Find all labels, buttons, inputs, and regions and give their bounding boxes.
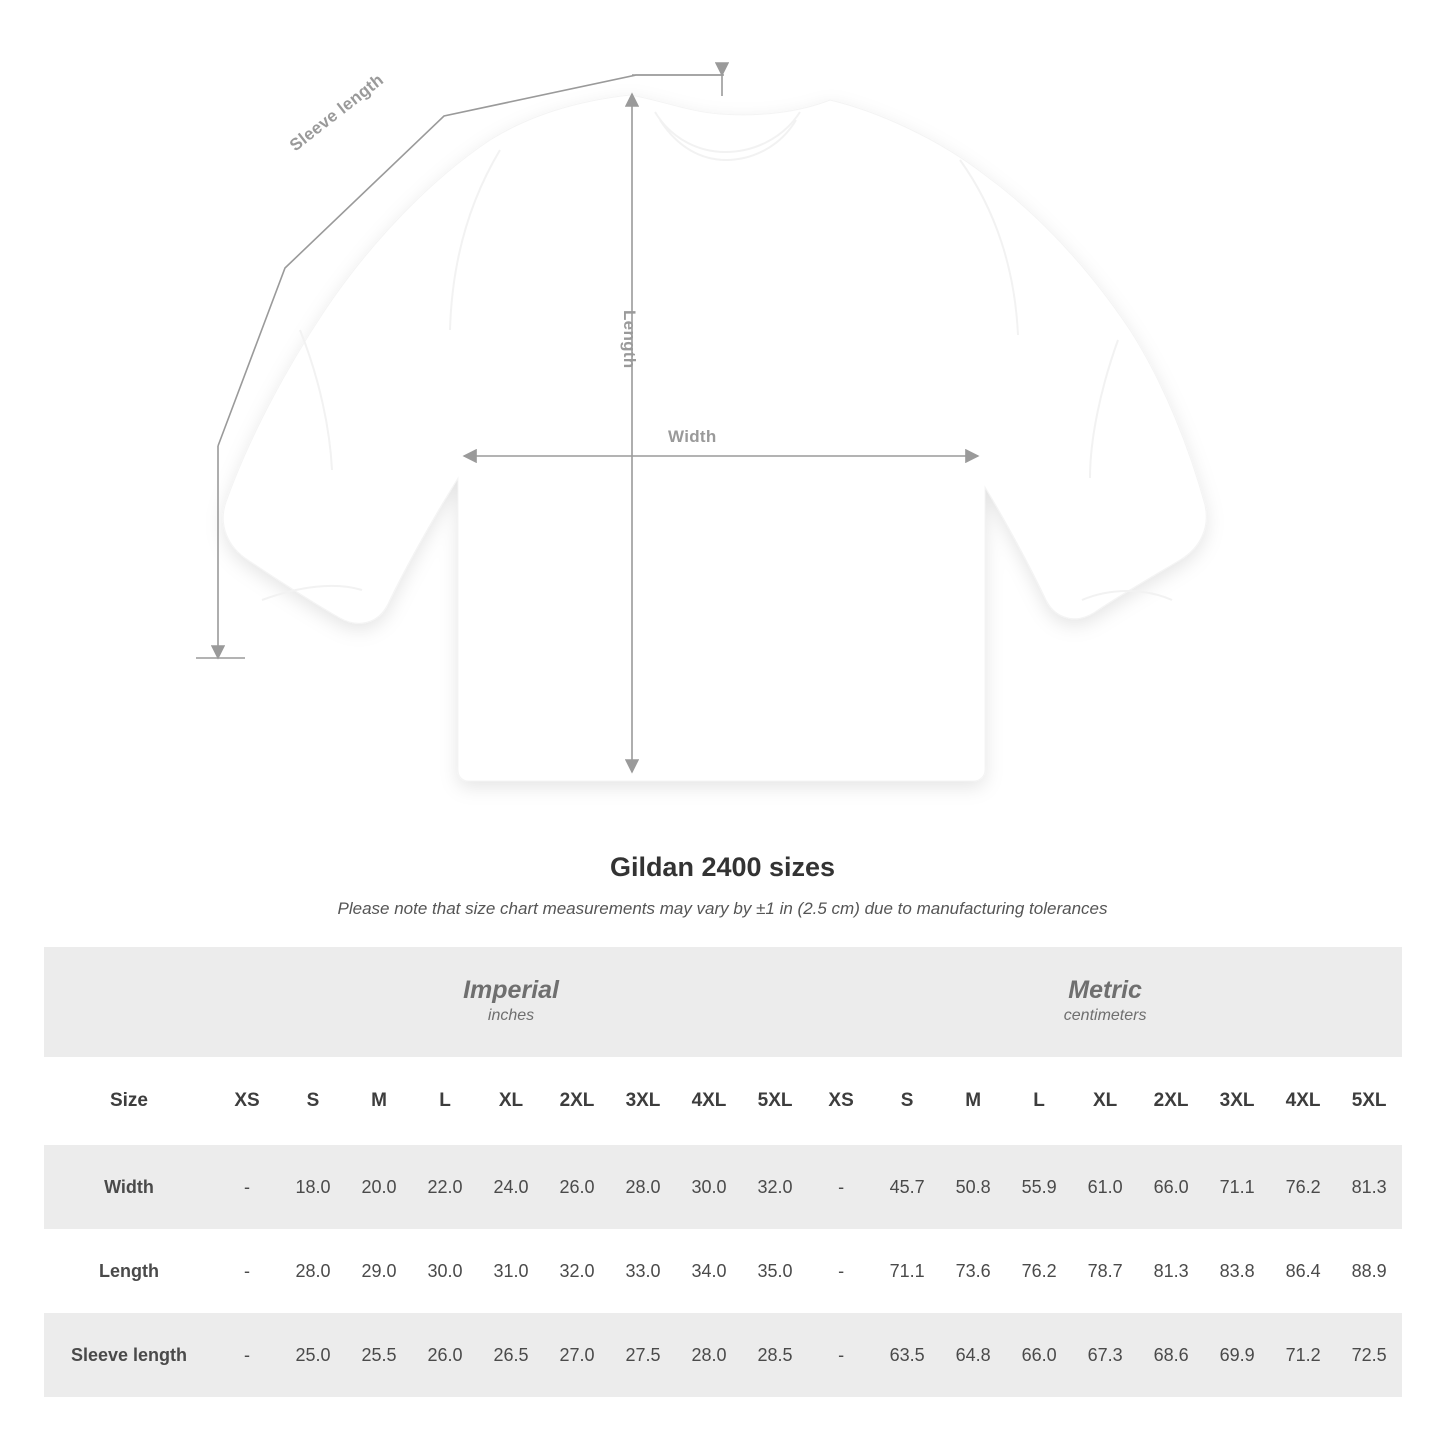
col-header-met-2xl: 2XL <box>1138 1057 1204 1145</box>
cell-length-met-s: 71.1 <box>874 1229 940 1313</box>
size-table <box>44 947 1402 1397</box>
col-header-met-l: L <box>1006 1057 1072 1145</box>
cell-sleeve-met-s: 63.5 <box>874 1313 940 1397</box>
col-header-imp-2xl: 2XL <box>544 1057 610 1145</box>
width-label: Width <box>668 427 717 446</box>
length-label: Length <box>620 310 639 369</box>
cell-width-met-4xl: 76.2 <box>1270 1145 1336 1229</box>
cell-length-met-xl: 78.7 <box>1072 1229 1138 1313</box>
cell-sleeve-imp-xs: - <box>214 1313 280 1397</box>
cell-width-imp-l: 22.0 <box>412 1145 478 1229</box>
cell-length-imp-3xl: 33.0 <box>610 1229 676 1313</box>
cell-length-imp-4xl: 34.0 <box>676 1229 742 1313</box>
col-header-met-3xl: 3XL <box>1204 1057 1270 1145</box>
col-header-imp-xs: XS <box>214 1057 280 1145</box>
cell-length-imp-l: 30.0 <box>412 1229 478 1313</box>
imperial-name: Imperial <box>463 975 559 1004</box>
col-header-met-m: M <box>940 1057 1006 1145</box>
cell-width-met-s: 45.7 <box>874 1145 940 1229</box>
cell-width-imp-xs: - <box>214 1145 280 1229</box>
cell-width-imp-xl: 24.0 <box>478 1145 544 1229</box>
cell-width-met-l: 55.9 <box>1006 1145 1072 1229</box>
cell-width-imp-m: 20.0 <box>346 1145 412 1229</box>
col-header-met-5xl: 5XL <box>1336 1057 1402 1145</box>
imperial-sub: inches <box>487 1007 535 1025</box>
cell-length-imp-xl: 31.0 <box>478 1229 544 1313</box>
col-header-imp-s: S <box>280 1057 346 1145</box>
col-header-imp-l: L <box>412 1057 478 1145</box>
cell-length-met-xs: - <box>808 1229 874 1313</box>
cell-length-imp-s: 28.0 <box>280 1229 346 1313</box>
cell-width-met-3xl: 71.1 <box>1204 1145 1270 1229</box>
cell-width-met-5xl: 81.3 <box>1336 1145 1402 1229</box>
col-header-imp-4xl: 4XL <box>676 1057 742 1145</box>
col-header-imp-3xl: 3XL <box>610 1057 676 1145</box>
cell-width-imp-5xl: 32.0 <box>742 1145 808 1229</box>
cell-width-met-xl: 61.0 <box>1072 1145 1138 1229</box>
row-label-length: Length <box>44 1229 214 1313</box>
cell-length-imp-5xl: 35.0 <box>742 1229 808 1313</box>
cell-width-imp-2xl: 26.0 <box>544 1145 610 1229</box>
cell-sleeve-imp-s: 25.0 <box>280 1313 346 1397</box>
cell-sleeve-imp-xl: 26.5 <box>478 1313 544 1397</box>
cell-sleeve-imp-3xl: 27.5 <box>610 1313 676 1397</box>
cell-length-met-4xl: 86.4 <box>1270 1229 1336 1313</box>
row-label-sleeve-length: Sleeve length <box>44 1313 214 1397</box>
table-row <box>44 1145 1402 1229</box>
cell-sleeve-met-5xl: 72.5 <box>1336 1313 1402 1397</box>
cell-width-met-m: 50.8 <box>940 1145 1006 1229</box>
col-header-met-4xl: 4XL <box>1270 1057 1336 1145</box>
cell-width-met-2xl: 66.0 <box>1138 1145 1204 1229</box>
cell-length-imp-m: 29.0 <box>346 1229 412 1313</box>
cell-sleeve-met-3xl: 69.9 <box>1204 1313 1270 1397</box>
cell-length-imp-xs: - <box>214 1229 280 1313</box>
cell-width-met-xs: - <box>808 1145 874 1229</box>
cell-length-met-5xl: 88.9 <box>1336 1229 1402 1313</box>
table-row <box>44 1313 1402 1397</box>
col-header-imp-5xl: 5XL <box>742 1057 808 1145</box>
sleeve-length-label: Sleeve length <box>286 70 388 155</box>
cell-sleeve-imp-m: 25.5 <box>346 1313 412 1397</box>
size-header-label: Size <box>44 1057 214 1145</box>
cell-length-met-l: 76.2 <box>1006 1229 1072 1313</box>
size-table-wrapper <box>44 947 1401 1397</box>
table-row <box>44 1229 1402 1313</box>
unit-header-imperial <box>214 947 808 1057</box>
cell-length-imp-2xl: 32.0 <box>544 1229 610 1313</box>
cell-width-imp-4xl: 30.0 <box>676 1145 742 1229</box>
metric-name: Metric <box>1068 975 1142 1004</box>
cell-length-met-m: 73.6 <box>940 1229 1006 1313</box>
page-title: Gildan 2400 sizes <box>609 852 836 882</box>
size-header-row <box>44 1057 1402 1145</box>
metric-sub: centimeters <box>1063 1007 1147 1025</box>
cell-sleeve-met-2xl: 68.6 <box>1138 1313 1204 1397</box>
unit-header-row <box>44 947 1402 1057</box>
row-label-width: Width <box>44 1145 214 1229</box>
cell-width-imp-3xl: 28.0 <box>610 1145 676 1229</box>
cell-sleeve-imp-2xl: 27.0 <box>544 1313 610 1397</box>
cell-sleeve-met-l: 66.0 <box>1006 1313 1072 1397</box>
cell-sleeve-met-4xl: 71.2 <box>1270 1313 1336 1397</box>
cell-sleeve-imp-4xl: 28.0 <box>676 1313 742 1397</box>
cell-sleeve-met-xs: - <box>808 1313 874 1397</box>
col-header-met-xs: XS <box>808 1057 874 1145</box>
col-header-met-s: S <box>874 1057 940 1145</box>
unit-header-metric <box>808 947 1402 1057</box>
tolerance-note: Please note that size chart measurements may vary by ±1 in (2.5 cm) due to manufacturing tolerances <box>337 899 1108 918</box>
cell-sleeve-met-m: 64.8 <box>940 1313 1006 1397</box>
cell-sleeve-imp-5xl: 28.5 <box>742 1313 808 1397</box>
cell-length-met-2xl: 81.3 <box>1138 1229 1204 1313</box>
cell-length-met-3xl: 83.8 <box>1204 1229 1270 1313</box>
col-header-met-xl: XL <box>1072 1057 1138 1145</box>
cell-sleeve-imp-l: 26.0 <box>412 1313 478 1397</box>
unit-header-spacer <box>44 947 214 1057</box>
col-header-imp-xl: XL <box>478 1057 544 1145</box>
cell-sleeve-met-xl: 67.3 <box>1072 1313 1138 1397</box>
title-block <box>0 852 1445 919</box>
col-header-imp-m: M <box>346 1057 412 1145</box>
cell-width-imp-s: 18.0 <box>280 1145 346 1229</box>
